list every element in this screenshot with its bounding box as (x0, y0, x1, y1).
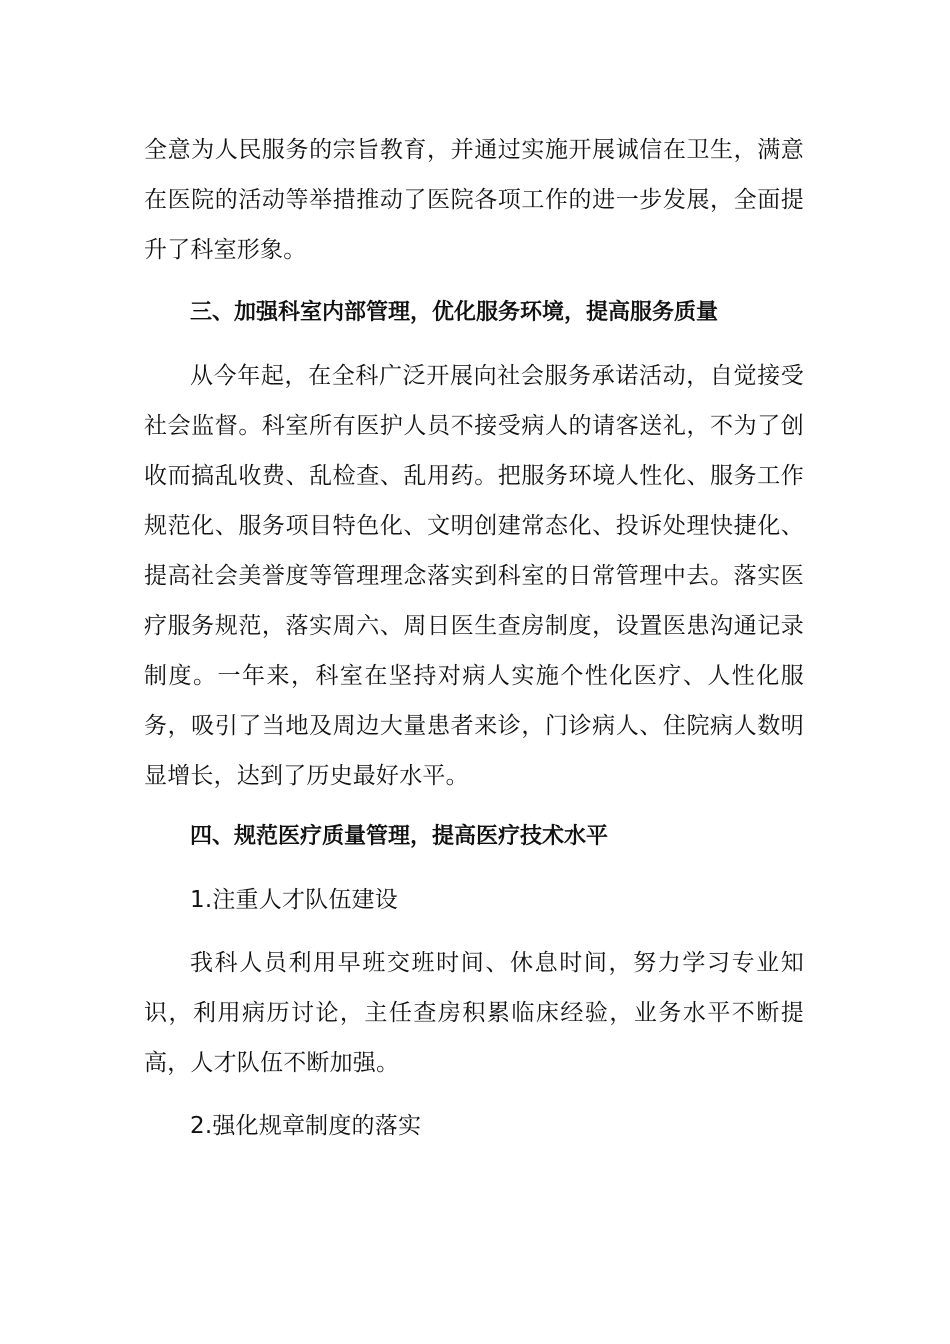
section-heading-4: 四、规范医疗质量管理，提高医疗技术水平 (190, 824, 609, 849)
document-page (144, 125, 804, 1151)
paragraph-service-commitment: 从今年起，在全科广泛开展向社会服务承诺活动，自觉接受社会监督。科室所有医护人员不接受病人的请客送礼，不为了创收而搞乱收费、乱检查、乱用药。把服务环境人性化、服务工作规范化、服务项目特色化、文明创建常态化、投诉处理快捷化、提高社会美誉度等管理理念落实到科室的日常管理中去。落实医疗服务规范，落实周六、周日医生查房制度，设置医患沟通记录制度。一年来，科室在坚持对病人实施个性化医疗、人性化服务，吸引了当地及周边大量患者来诊，门诊病人、住院病人数明显增长，达到了历史最好水平。 (144, 363, 804, 789)
paragraph-talent: 我科人员利用早班交班时间、休息时间，努力学习专业知识，利用病历讨论，主任查房积累临床经验，业务水平不断提高，人才队伍不断加强。 (144, 950, 804, 1076)
section-heading-3: 三、加强科室内部管理，优化服务环境，提高服务质量 (190, 300, 719, 325)
subheading-regulations: 2.强化规章制度的落实 (190, 1113, 422, 1139)
subheading-talent: 1.注重人才队伍建设 (190, 887, 398, 913)
paragraph-continuation: 全意为人民服务的宗旨教育，并通过实施开展诚信在卫生，满意在医院的活动等举措推动了医院各项工作的进一步发展，全面提升了科室形象。 (144, 137, 804, 263)
